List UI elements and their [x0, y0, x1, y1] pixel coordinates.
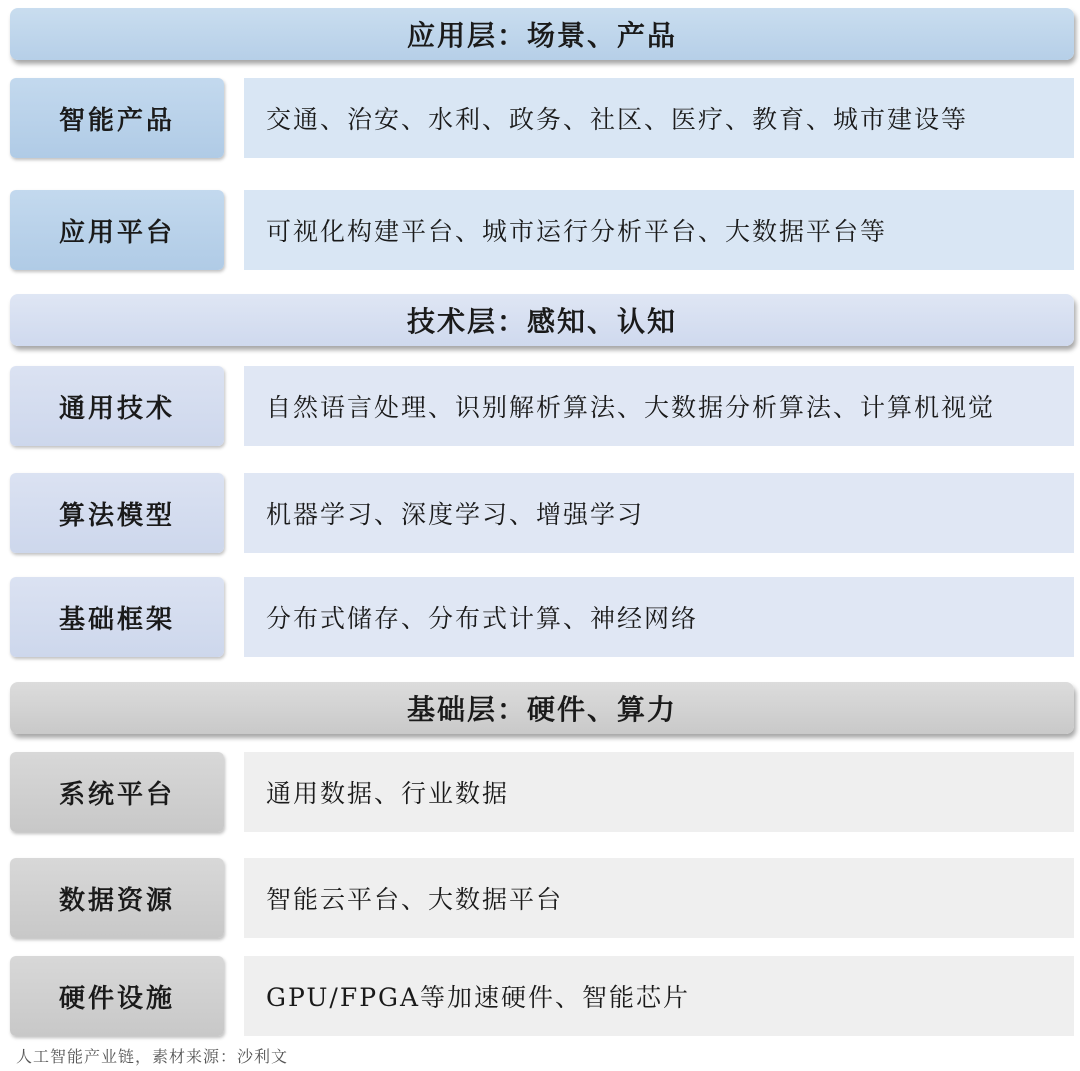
content-general-technology: 自然语言处理、识别解析算法、大数据分析算法、计算机视觉 — [244, 366, 1074, 446]
content-application-platform: 可视化构建平台、城市运行分析平台、大数据平台等 — [244, 190, 1074, 270]
label-algorithm-models: 算法模型 — [10, 473, 224, 553]
label-smart-products: 智能产品 — [10, 78, 224, 158]
label-application-platform: 应用平台 — [10, 190, 224, 270]
technology-layer-banner: 技术层：感知、认知 — [10, 294, 1074, 346]
label-general-technology: 通用技术 — [10, 366, 224, 446]
content-data-resources: 智能云平台、大数据平台 — [244, 858, 1074, 938]
source-caption: 人工智能产业链，素材来源：沙利文 — [16, 1047, 289, 1066]
label-hardware-facilities: 硬件设施 — [10, 956, 224, 1036]
foundation-layer-banner: 基础层：硬件、算力 — [10, 682, 1074, 734]
content-algorithm-models: 机器学习、深度学习、增强学习 — [244, 473, 1074, 553]
label-data-resources: 数据资源 — [10, 858, 224, 938]
label-base-framework: 基础框架 — [10, 577, 224, 657]
content-hardware-facilities: GPU/FPGA等加速硬件、智能芯片 — [244, 956, 1074, 1036]
content-smart-products: 交通、治安、水利、政务、社区、医疗、教育、城市建设等 — [244, 78, 1074, 158]
content-base-framework: 分布式储存、分布式计算、神经网络 — [244, 577, 1074, 657]
content-system-platform: 通用数据、行业数据 — [244, 752, 1074, 832]
application-layer-banner: 应用层：场景、产品 — [10, 8, 1074, 60]
label-system-platform: 系统平台 — [10, 752, 224, 832]
